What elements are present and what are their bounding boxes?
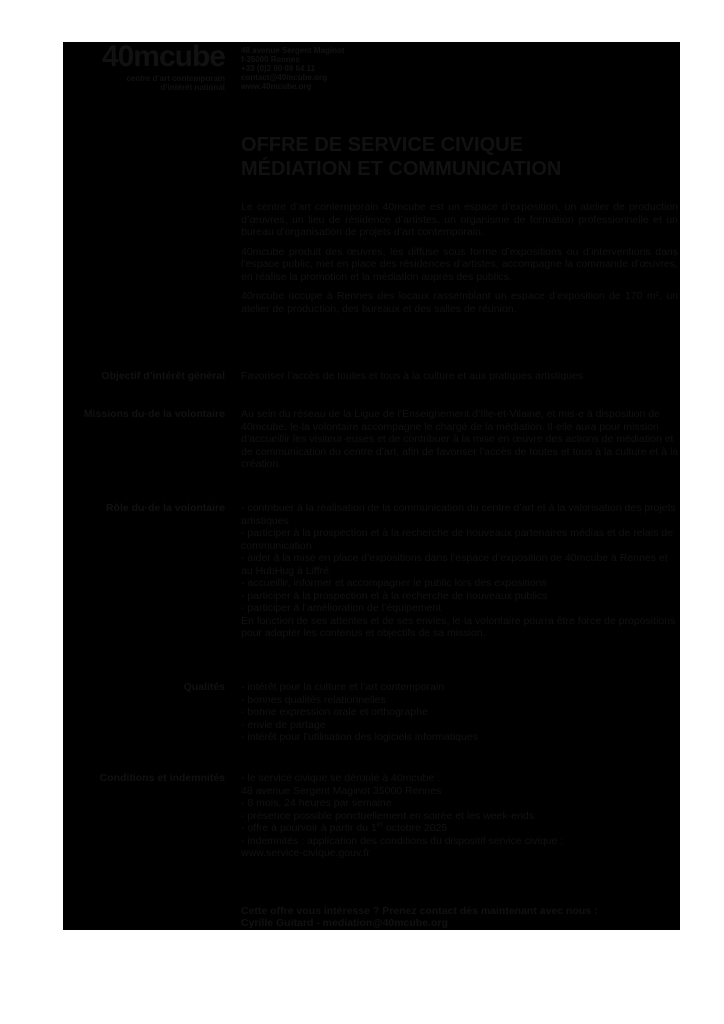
objectif-text: Favoriser l’accès de toutes et tous à la culture et aux pratiques artistiques: [241, 370, 584, 382]
list-item: - le service civique se déroule à 40mcube :: [241, 772, 441, 784]
intro-text: [241, 201, 678, 322]
list-item: - 8 mois, 24 heures par semaine: [241, 797, 392, 809]
list-item: - participer à la prospection et à la recherche de nouveaux partenaires médias et de relais de communication: [241, 527, 673, 552]
intro-paragraph: 40mcube occupe à Rennes des locaux rassemblant un espace d’exposition de 170 m², un atelier de production, des bureaux et des salles de réunion.: [241, 290, 678, 315]
list-item: En fonction de ses attentes et de ses envies, le·la volontaire pourra être force de propositions pour adapter les contenus et objectifs de sa mission.: [241, 614, 676, 639]
list-item: - intérêt pour l’utilisation des logiciels informatiques: [241, 731, 478, 743]
list-item: - participer à la prospection et à la recherche de nouveaux publics: [241, 589, 548, 602]
list-item: - bonnes qualités relationnelles: [241, 693, 386, 706]
address-block: 48 avenue Sergent Maginot f-35000 Rennes +33 (0)2 90 09 64 11 contact@40mcube.org www.40mcube.org: [241, 46, 441, 91]
list-item: - offre à pourvoir à partir du 1er octobre 2025: [241, 821, 448, 834]
list-item: - participer à l’amélioration de l’équipement: [241, 602, 442, 614]
service-civique-link[interactable]: www.service-civique.gouv.fr: [241, 847, 370, 859]
list-item: - envie de partage: [241, 718, 326, 731]
list-item: - présence possible ponctuellement en soirée et les week-ends: [241, 809, 535, 822]
objectif-label: Objectif d’intérêt général: [101, 370, 225, 382]
website-link[interactable]: www.40mcube.org: [241, 82, 312, 91]
conditions-list: [241, 772, 679, 860]
conditions-label: Conditions et indemnités: [99, 772, 225, 784]
list-item: - aider à la mise en place d’expositions dans l’espace d’exposition de 40mcube à Rennes et au HubHug à Liffré: [241, 552, 668, 577]
intro-paragraph: 40mcube produit des œuvres, les diffuse sous forme d’expositions ou d’interventions dans l’espace public, met en place des résidences d’artistes, accompagne la commande d’œuvres, en réalise la promotion et la médiation auprès des publics.: [241, 245, 678, 283]
list-item: - accueillir, informer et accompagner le public lors des expositions: [241, 577, 547, 589]
list-item: 48 avenue Sergent Maginot 35000 Rennes: [241, 784, 442, 797]
qualites-label: Qualités: [183, 681, 225, 693]
intro-paragraph: Le centre d’art contemporain 40mcube est un espace d’exposition, un atelier de production d’œuvres, un lieu de résidence d’artistes, un organisme de formation professionnelle et un bureau d’organisation de projets d’art contemporain.: [241, 201, 678, 238]
page-title: OFFRE DE SERVICE CIVIQUE MÉDIATION ET COMMUNICATION: [241, 134, 562, 180]
list-item: - indemnités : application des conditions du dispositif service civique :: [241, 834, 564, 847]
role-list: [241, 502, 679, 640]
logo-subtitle: centre d’art contemporain d’intérêt national: [126, 74, 225, 92]
list-item: - contribuer à la réalisation de la communication du centre d’art et à la valorisation des projets artistiques: [241, 502, 676, 527]
list-item: - intérêt pour la culture et l’art contemporain: [241, 681, 445, 693]
contact-line[interactable]: Cyrille Guitard - mediation@40mcube.org: [241, 917, 448, 929]
contact-email[interactable]: contact@40mcube.org: [241, 73, 328, 82]
contact-call-to-action: Cette offre vous intéresse ? Prenez contact dès maintenant avec nous : Cyrille Guitard - mediation@40mcube.org: [241, 905, 679, 929]
list-item: - bonne expression orale et orthographe: [241, 706, 428, 718]
missions-label: Missions du·de la volontaire: [83, 408, 225, 420]
missions-text: Au sein du réseau de la Ligue de l’Enseignement d’Ille-et-Vilaine, et mis·e à disposition de 40mcube, le·la volontaire accompagne le chargé de la médiation. Il·elle aura pour mission d’accueillir les visiteur·euses et de contribuer à la mise en œuvre des actions de médiation et de communication du centre d’art, afin de favoriser l’accès de toutes et tous à la culture et à la création.: [241, 408, 679, 470]
logo: 40mcube: [101, 40, 225, 73]
qualites-list: [241, 681, 679, 744]
role-label: Rôle du·de la volontaire: [105, 502, 225, 514]
